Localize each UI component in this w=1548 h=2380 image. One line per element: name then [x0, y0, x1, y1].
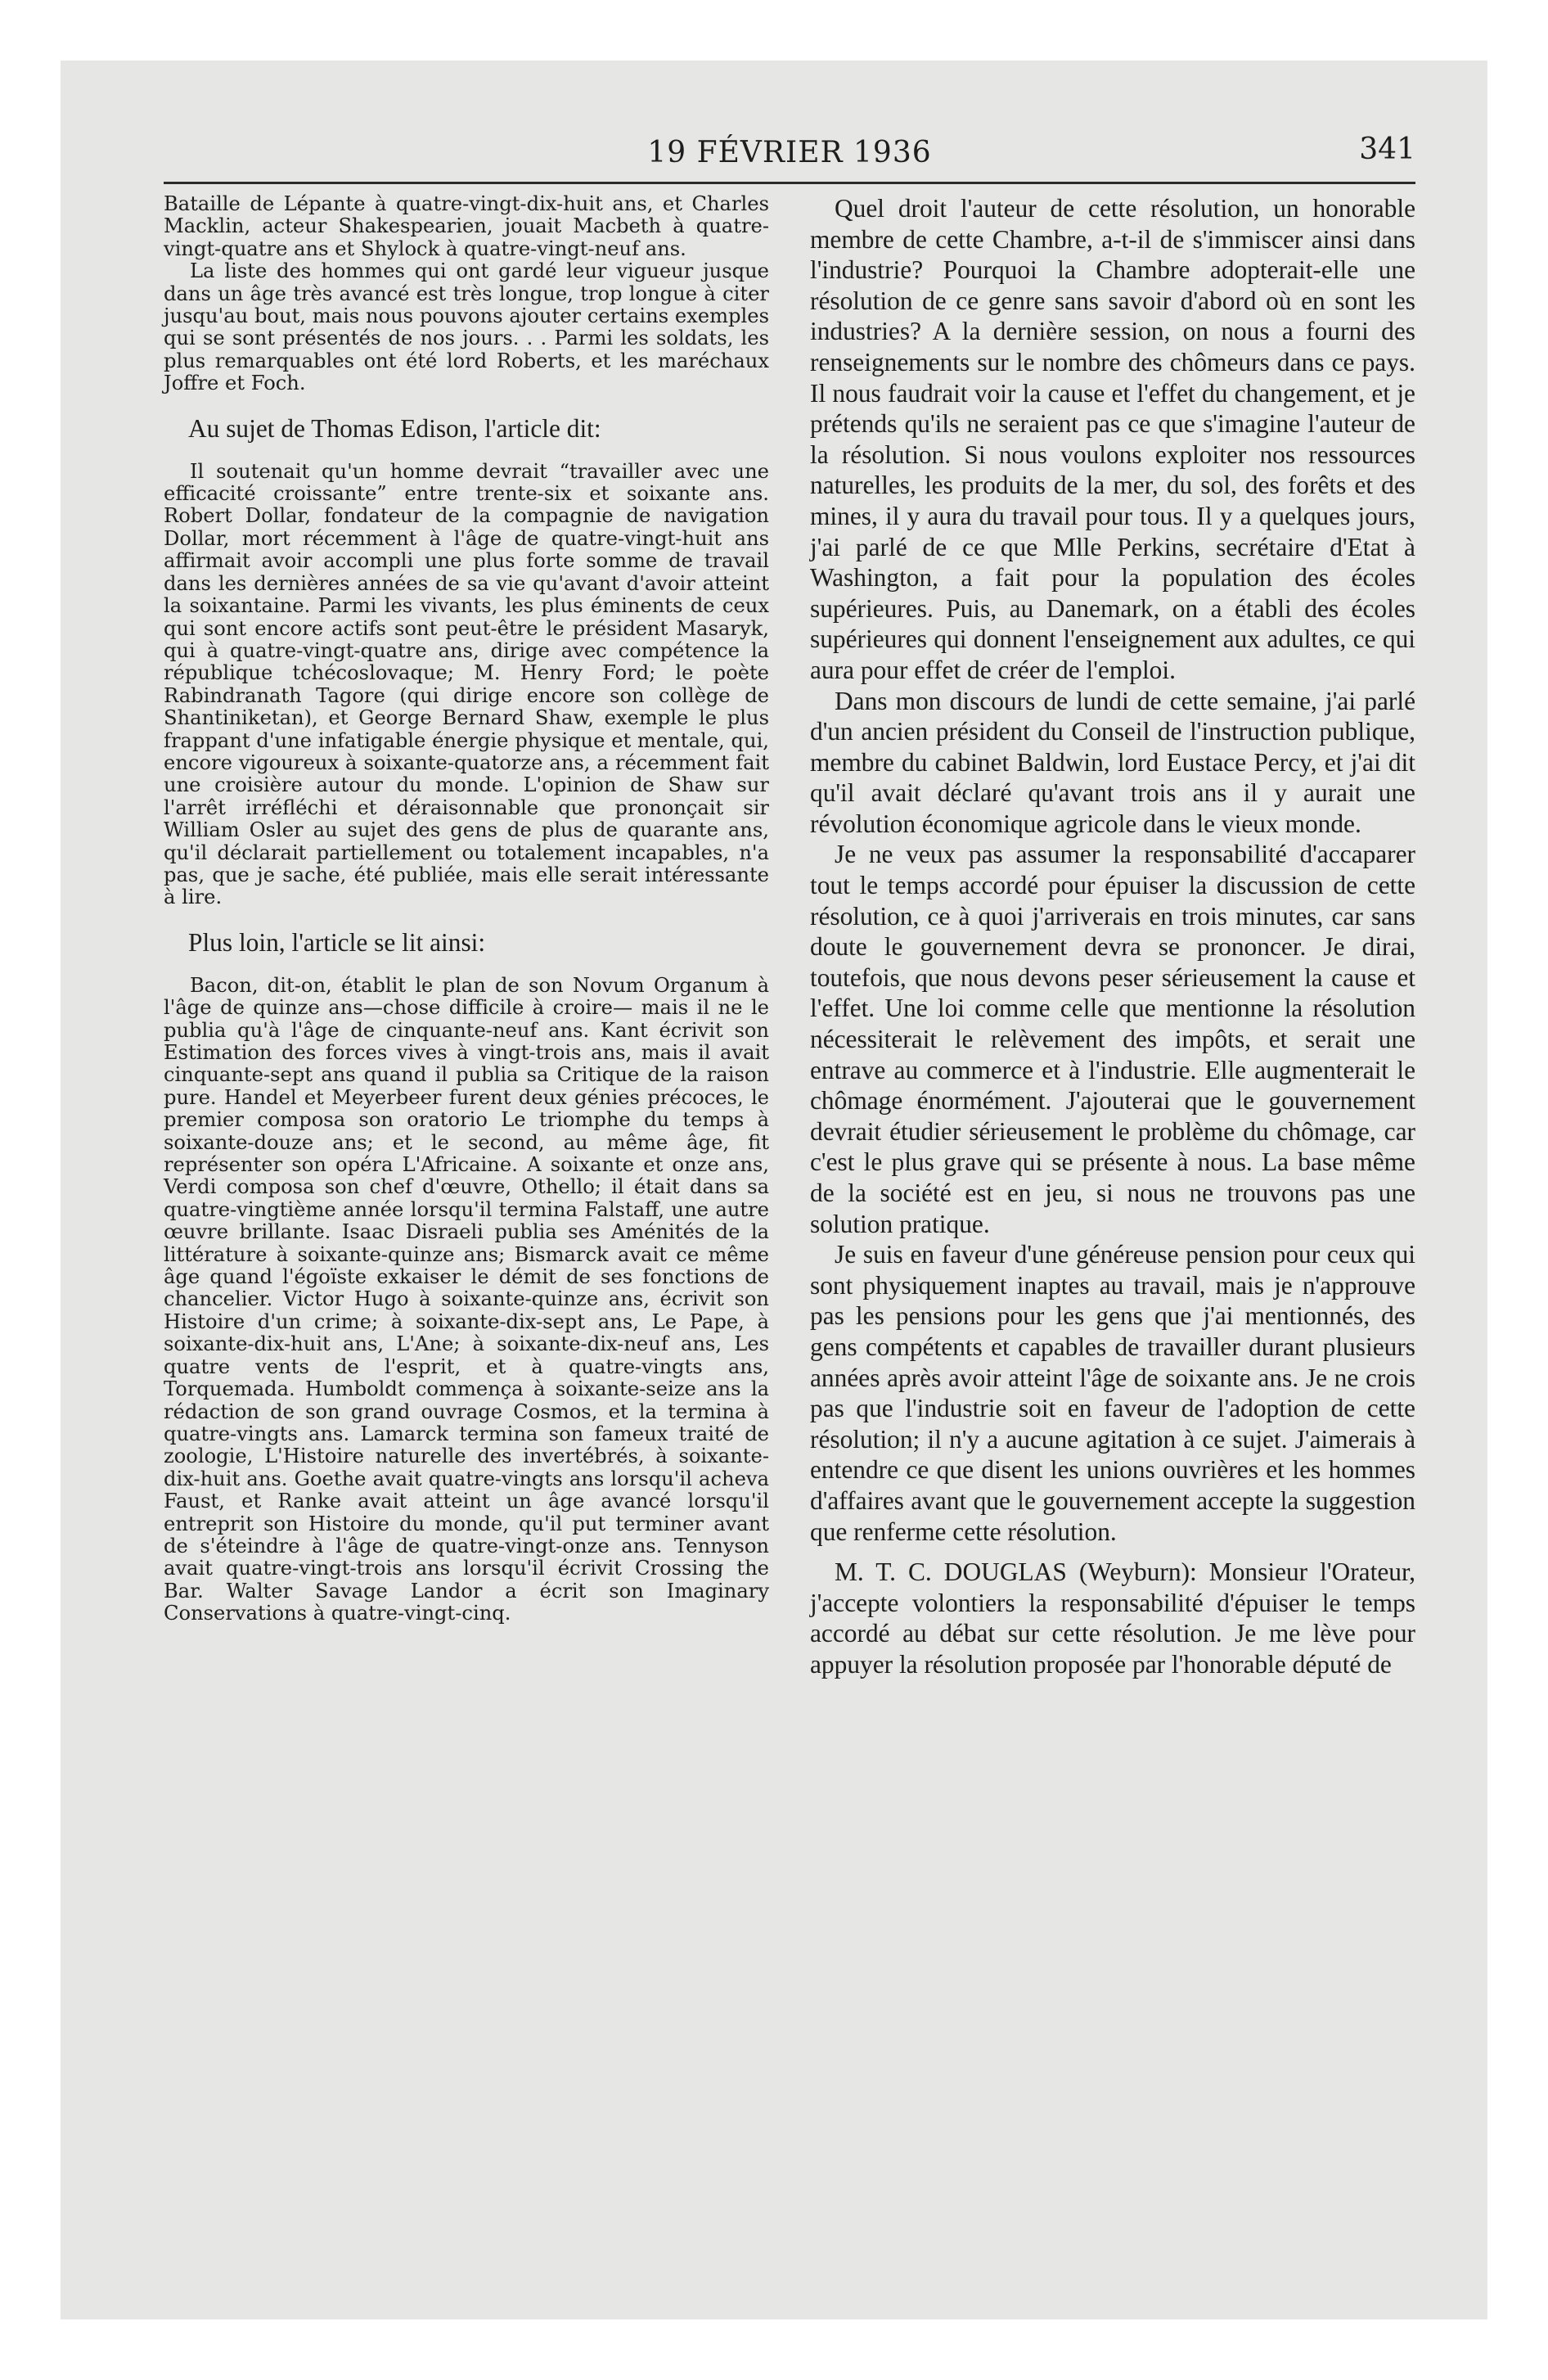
paragraph: Dans mon discours de lundi de cette semaine, j'ai parlé d'un ancien président du Conseil de l'instruction publique, membre du cabinet Baldwin, lord Eustace Percy, et j'ai dit qu'il avait déclaré qu'avant trois ans il y aurait une révolution économique agricole dans le vieux monde.: [810, 686, 1415, 838]
page-number: 341: [1359, 133, 1415, 166]
paragraph: Quel droit l'auteur de cette résolution, un honorable membre de cette Chambre, a-t-il de s'immiscer ainsi dans l'industrie? Pourquoi la Chambre adopterait-elle une résolution de ce genre sans savoir d'abord où en sont les industries? A la dernière session, on nous a fourni des renseignements sur le nombre des chômeurs dans ce pays. Il nous faudrait voir la cause et l'effet du changement, et je prétends qu'ils ne seraient pas ce que s'imagine l'auteur de la résolution. Si nous voulons exploiter nos ressources naturelles, les produits de la mer, du sol, des forêts et des mines, il y aura du travail pour tous. Il y a quelques jours, j'ai parlé de ce que Mlle Perkins, secrétaire d'Etat à Washington, a fait pour la population des écoles supérieures. Puis, au Danemark, on a établi des écoles supérieures qui donnent l'enseignement aux adultes, ce qui aura pour effet de créer de l'emploi.: [810, 194, 1415, 684]
page-header: [164, 133, 1415, 182]
speaker-name: M. T. C. DOUGLAS (Weyburn):: [835, 1557, 1197, 1587]
header-rule: [164, 182, 1415, 184]
paragraph: La liste des hommes qui ont gardé leur vigueur jusque dans un âge très avancé est très longue, trop longue à citer jusqu'au bout, mais nous pouvons ajouter certains exemples qui se sont présentés de nos jours. . . Parmi les soldats, les plus remarquables ont été lord Roberts, et les maréchaux Joffre et Foch.: [164, 259, 769, 395]
paragraph: Je ne veux pas assumer la responsabilité d'accaparer tout le temps accordé pour épuiser la discussion de cette résolution, ce à quoi j'arriverais en trois minutes, car sans doute le gouvernement devra se prononcer. Je dirai, toutefois, que nous devons peser sérieusement la cause et l'effet. Une loi comme celle que mentionne la résolution nécessiterait le relèvement des impôts, et serait une entrave au commerce et à l'industrie. Elle augmenterait le chômage énormément. J'ajouterai que le gouvernement devrait étudier sérieusement le problème du chômage, car c'est le plus grave qui se présente à nous. La base même de la société est en jeu, si nous ne trouvons pas une solution pratique.: [810, 840, 1415, 1238]
quote-intro: Au sujet de Thomas Edison, l'article dit:: [188, 413, 601, 443]
quotation: Bacon, dit-on, établit le plan de son Novum Organum à l'âge de quinze ans—chose difficile à croire— mais il ne le publia qu'à l'âge de cinquante-neuf ans. Kant écrivit son Estimation des forces vives à vingt-trois ans, mais il avait cinquante-sept ans quand il publia sa Critique de la raison pure. Handel et Meyerbeer furent deux génies précoces, le premier composa son oratorio Le triomphe du temps à soixante-douze ans; et le second, au même âge, fit représenter son opéra L'Africaine. A soixante et onze ans, Verdi composa son chef d'œuvre, Othello; il était dans sa quatre-vingtième année lorsqu'il termina Falstaff, une autre œuvre brillante. Isaac Disraeli publia ses Aménités de la littérature à soixante-quinze ans; Bismarck avait ce même âge quand l'égoïste exkaiser le démit de ses fonctions de chancelier. Victor Hugo à soixante-quinze ans, écrivit son Histoire d'un crime; à soixante-dix-sept ans, Le Pape, à soixante-dix-huit ans, L'Ane; à soixante-dix-neuf ans, Les quatre vents de l'esprit, et à quatre-vingts ans, Torquemada. Humboldt commença à soixante-seize ans la rédaction de son grand ouvrage Cosmos, et la termina à quatre-vingts ans. Lamarck termina son fameux traité de zoologie, L'Histoire naturelle des invertébrés, à soixante-dix-huit ans. Goethe avait quatre-vingts ans lorsqu'il acheva Faust, et Ranke avait atteint un âge avancé lorsqu'il entreprit son Histoire du monde, qu'il put terminer avant de s'éteindre à l'âge de quatre-vingt-onze ans. Tennyson avait quatre-vingt-trois ans lorsqu'il écrivit Crossing the Bar. Walter Savage Landor a écrit son Imaginary Conservations à quatre-vingt-cinq.: [164, 973, 769, 1625]
speech-paragraph: [810, 1557, 1415, 1679]
page-date: 19 FÉVRIER 1936: [647, 136, 932, 169]
left-column: [164, 193, 769, 1625]
quotation: Il soutenait qu'un homme devrait “travailler avec une efficacité croissante” entre trente-six et soixante ans. Robert Dollar, fondateur de la compagnie de navigation Dollar, mort récemment à l'âge de quatre-vingt-huit ans affirmait avoir accompli une plus forte somme de travail dans les dernières années de sa vie qu'avant d'avoir atteint la soixantaine. Parmi les vivants, les plus éminents de ceux qui sont encore actifs sont peut-être le président Masaryk, qui à quatre-vingt-quatre ans, dirige avec compétence la république tchécoslovaque; M. Henry Ford; le poète Rabindranath Tagore (qui dirige encore son collège de Shantiniketan), et George Bernard Shaw, exemple le plus frappant d'une infatigable énergie physique et mentale, qui, encore vigoureux à soixante-quatorze ans, a récemment fait une croisière autour du monde. L'opinion de Shaw sur l'arrêt irréfléchi et déraisonnable que prononçait sir William Osler au sujet des gens de plus de quarante ans, qu'il déclarait partiellement ou totalement incapables, n'a pas, que je sache, été publiée, mais elle serait intéressante à lire.: [164, 459, 769, 909]
paragraph: Je suis en faveur d'une généreuse pension pour ceux qui sont physiquement inaptes au travail, mais je n'approuve pas les pensions pour les gens que j'ai mentionnés, des gens compétents et capables de travailler durant plusieurs années après avoir atteint l'âge de soixante ans. Je ne crois pas que l'industrie soit en faveur de l'adoption de cette résolution; il n'y a aucune agitation à ce sujet. J'aimerais à entendre ce que disent les unions ouvrières et les hommes d'affaires avant que le gouvernement accepte la suggestion que renferme cette résolution.: [810, 1240, 1415, 1546]
quote-intro: Plus loin, l'article se lit ainsi:: [188, 927, 486, 957]
right-column: [810, 193, 1415, 1680]
speech-text: Monsieur l'Orateur, j'accepte volontiers la responsabilité d'épuiser le temps accordé au débat sur cette résolution. Je me lève pour appuyer la résolution proposée par l'honorable député de: [810, 1557, 1415, 1679]
paragraph: Bataille de Lépante à quatre-vingt-dix-huit ans, et Charles Macklin, acteur Shakespearien, jouait Macbeth à quatre-vingt-quatre ans et Shylock à quatre-vingt-neuf ans.: [164, 192, 769, 260]
